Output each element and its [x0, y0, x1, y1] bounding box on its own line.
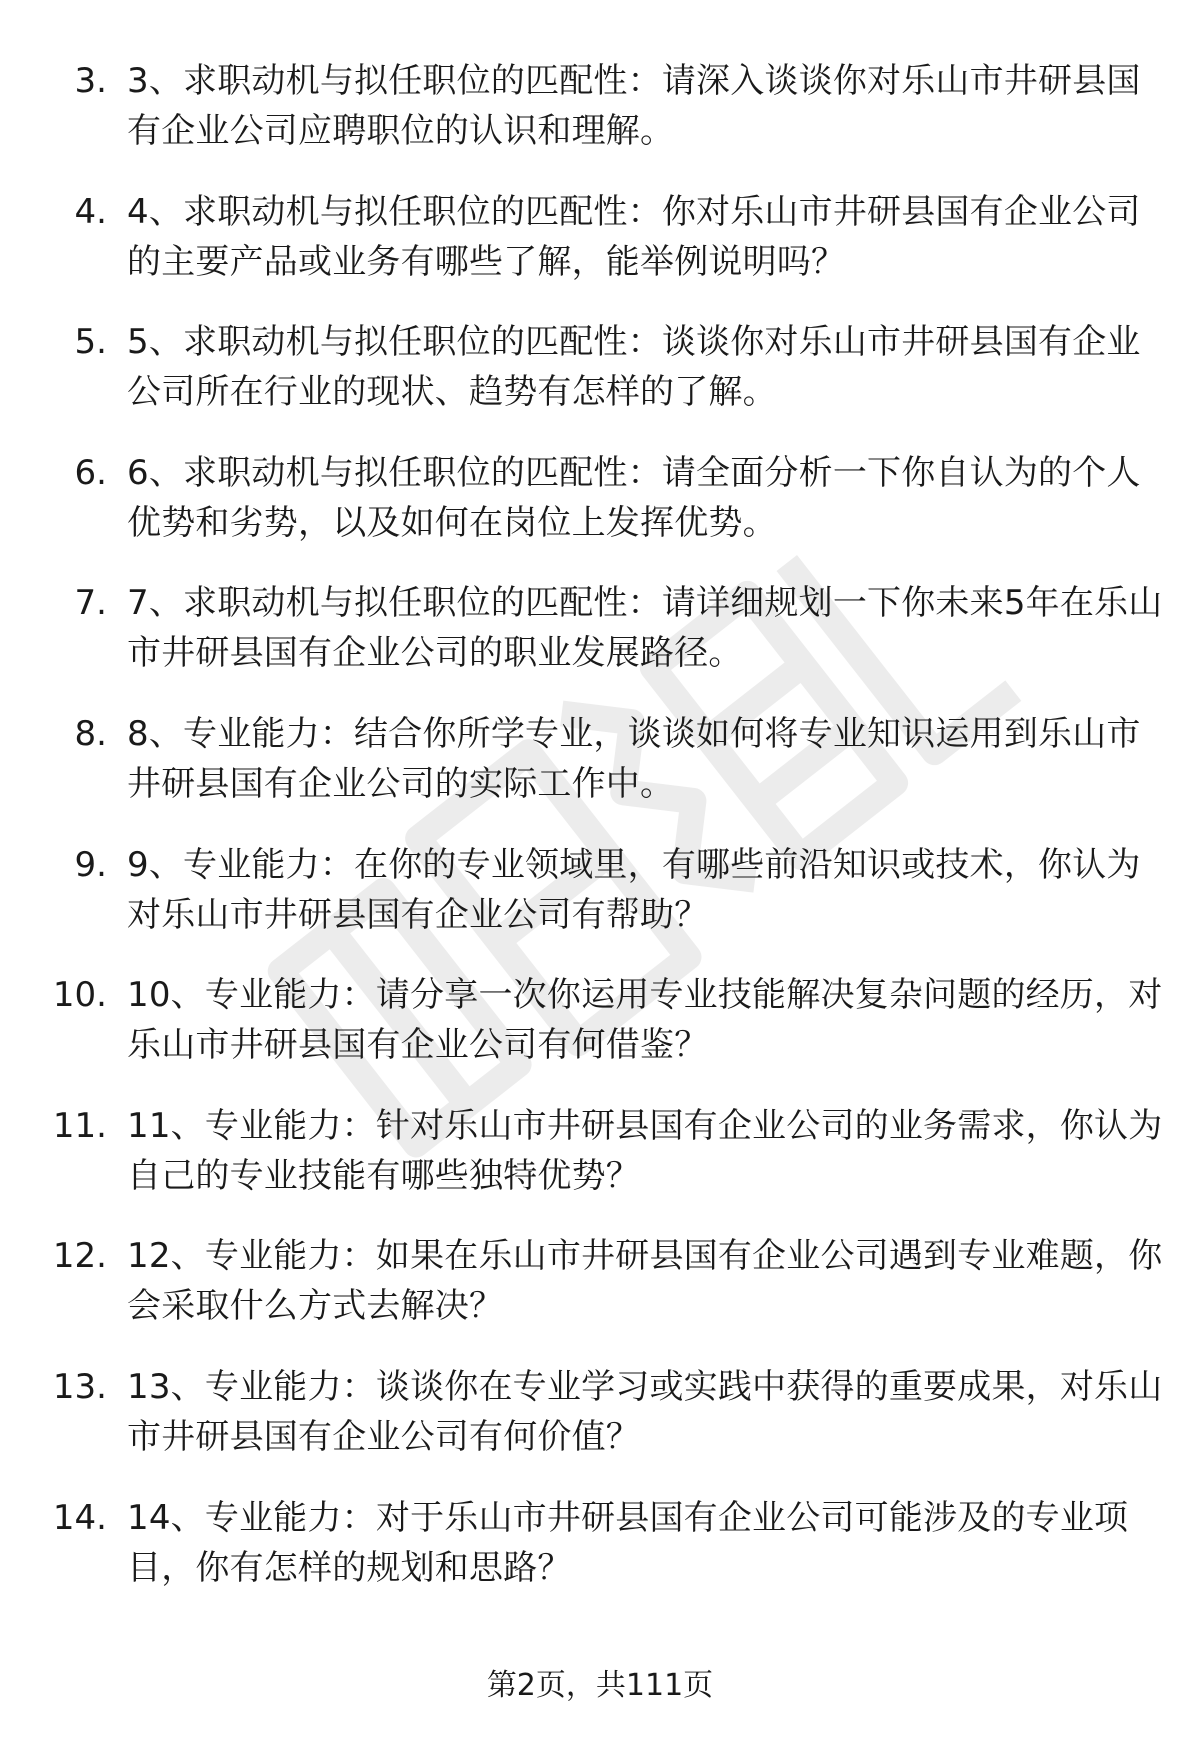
- question-text: 5、求职动机与拟任职位的匹配性：谈谈你对乐山市井研县国有企业公司所在行业的现状、趋势有怎样的了解。: [127, 322, 1141, 413]
- question-text: 13、专业能力：谈谈你在专业学习或实践中获得的重要成果，对乐山市井研县国有企业公司有何价值？: [127, 1366, 1163, 1457]
- question-text: 11、专业能力：针对乐山市井研县国有企业公司的业务需求，你认为自己的专业技能有哪些独特优势？: [127, 1105, 1163, 1196]
- question-text: 7、求职动机与拟任职位的匹配性：请详细规划一下你未来5年在乐山市井研县国有企业公司的职业发展路径。: [127, 583, 1163, 674]
- question-text: 10、专业能力：请分享一次你运用专业技能解决复杂问题的经历，对乐山市井研县国有企业公司有何借鉴？: [127, 975, 1163, 1066]
- question-text: 12、专业能力：如果在乐山市井研县国有企业公司遇到专业难题，你会采取什么方式去解决？: [127, 1236, 1163, 1327]
- list-item: [0, 709, 1200, 840]
- list-item: [0, 1231, 1200, 1362]
- list-item: [0, 578, 1200, 709]
- question-list: [0, 56, 1200, 1623]
- question-number: 3.: [74, 61, 107, 101]
- list-item: [0, 1101, 1200, 1232]
- question-text: 14、专业能力：对于乐山市井研县国有企业公司可能涉及的专业项目，你有怎样的规划和思路？: [127, 1497, 1129, 1588]
- question-number: 6.: [74, 452, 107, 493]
- question-number: 12.: [52, 1236, 107, 1277]
- question-number: 4.: [74, 191, 107, 232]
- question-text: 9、专业能力：在你的专业领域里，有哪些前沿知识或技术，你认为对乐山市井研县国有企业公司有帮助？: [127, 844, 1141, 935]
- list-item: [0, 56, 1200, 187]
- question-number: 8.: [74, 713, 107, 754]
- question-text: 4、求职动机与拟任职位的匹配性：你对乐山市井研县国有企业公司的主要产品或业务有哪些了解，能举例说明吗？: [127, 191, 1141, 282]
- list-item: [0, 1362, 1200, 1493]
- list-item: [0, 840, 1200, 971]
- question-number: 7.: [74, 583, 107, 624]
- list-item: [0, 448, 1200, 579]
- list-item: [0, 1493, 1200, 1624]
- question-text: 8、专业能力：结合你所学专业，谈谈如何将专业知识运用到乐山市井研县国有企业公司的实际工作中。: [127, 713, 1141, 804]
- question-number: 11.: [52, 1105, 107, 1146]
- question-number: 5.: [74, 322, 107, 363]
- question-number: 9.: [74, 844, 107, 885]
- question-text: 6、求职动机与拟任职位的匹配性：请全面分析一下你自认为的个人优势和劣势，以及如何在岗位上发挥优势。: [127, 452, 1141, 543]
- list-item: [0, 187, 1200, 318]
- list-item: [0, 317, 1200, 448]
- list-item: [0, 970, 1200, 1101]
- question-number: 10.: [52, 975, 107, 1016]
- question-number: 14.: [52, 1497, 107, 1538]
- question-text: 3、求职动机与拟任职位的匹配性：请深入谈谈你对乐山市井研县国有企业公司应聘职位的认识和理解。: [127, 61, 1141, 151]
- question-number: 13.: [52, 1366, 107, 1407]
- page-number-footer: 第2页，共111页: [486, 1668, 714, 1703]
